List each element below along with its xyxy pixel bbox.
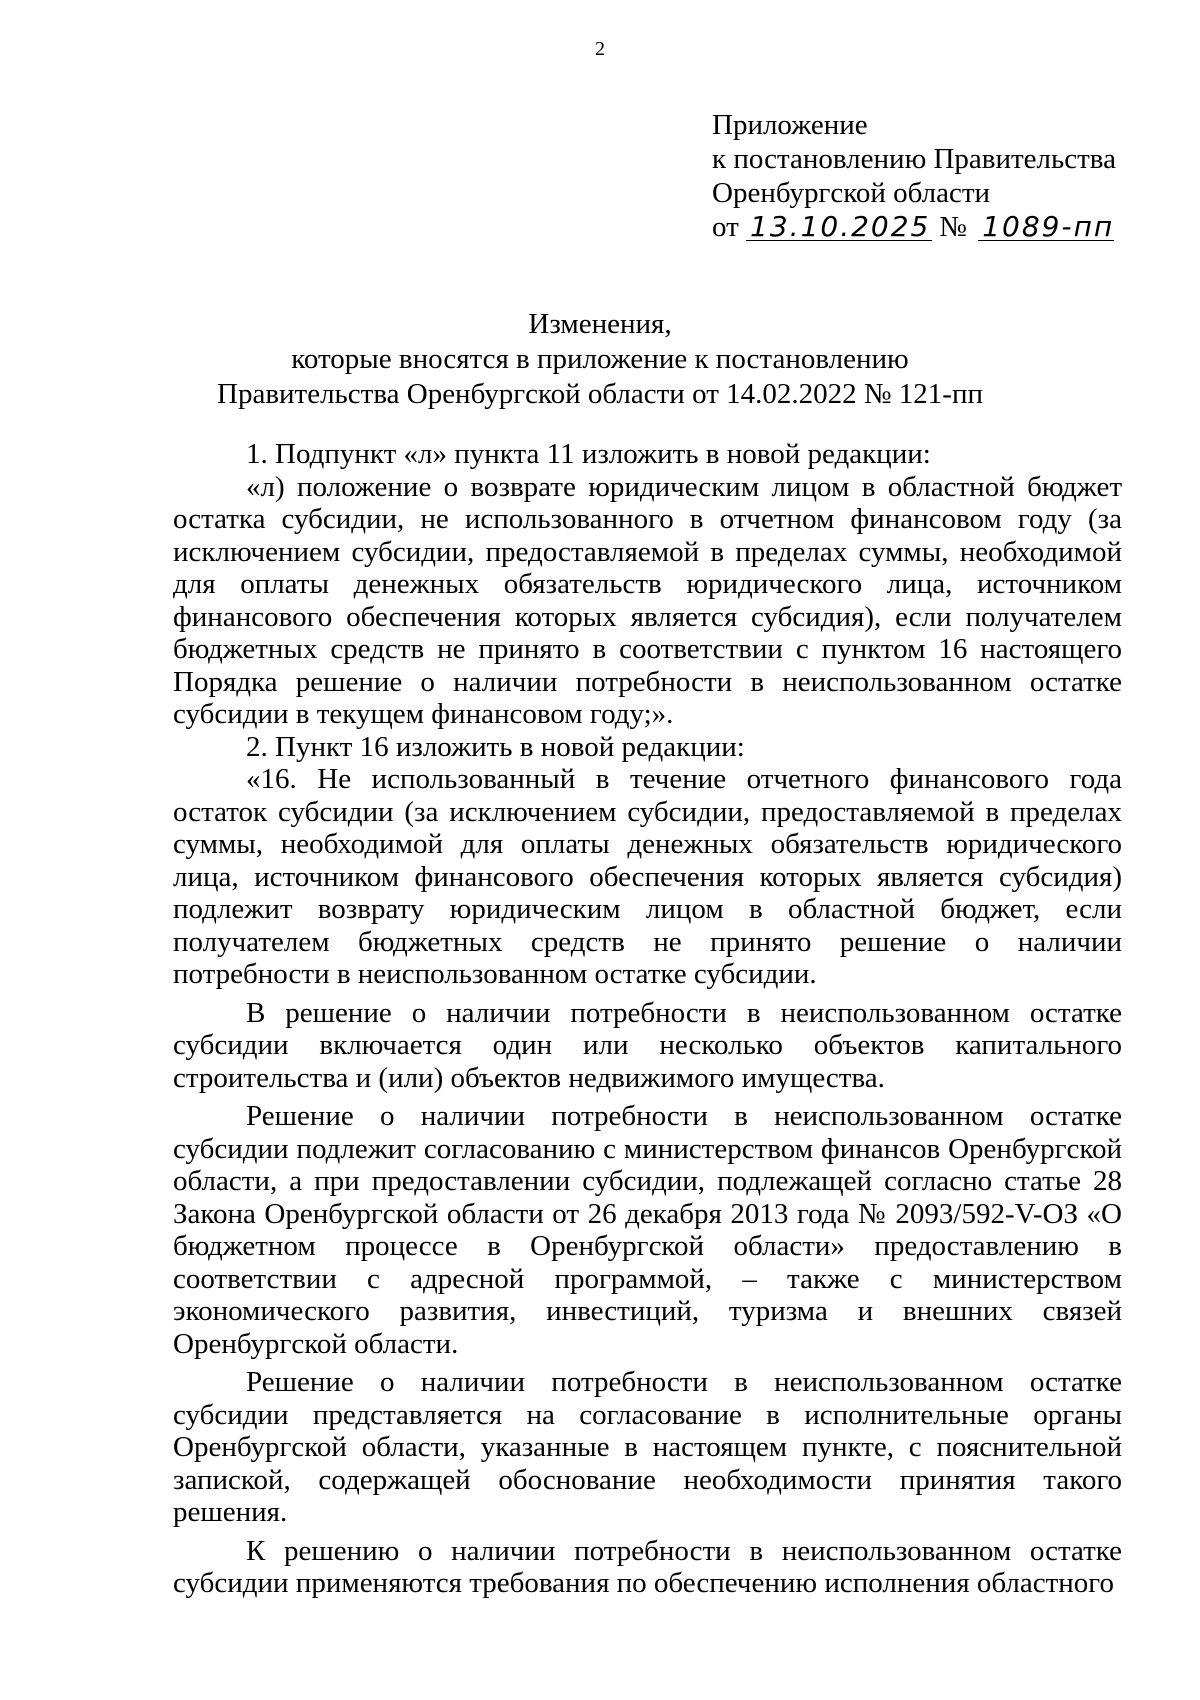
annex-line-3: Оренбургской области — [712, 177, 991, 209]
annex-header — [712, 108, 1116, 244]
paragraph: Решение о наличии потребности в неиспользованном остатке субсидии подлежит согласованию с министерством финансов Оренбургской области, а при предоставлении субсидии, подлежащей согласно статье 28 Закона Оренбургской области от 26 декабря 2013 года № 2093/592-V-ОЗ «О бюджетном процессе в Оренбургской области» предоставлению в соответствии с адресной программой, – также с министерством экономического развития, инвестиций, туризма и внешних связей Оренбургской области. — [173, 1100, 1122, 1360]
title-line-3: Правительства Оренбургской области от 14.02.2022 № 121-пп — [217, 378, 983, 410]
document-body — [173, 438, 1122, 1600]
handwritten-date: 13.10.2025 — [746, 210, 932, 244]
paragraph: В решение о наличии потребности в неиспользованном остатке субсидии включается один или несколько объектов капитального строительства и (или) объектов недвижимого имущества. — [173, 996, 1122, 1094]
date-prefix: от — [712, 211, 739, 243]
title-line-2: которые вносятся в приложение к постановлению — [291, 343, 909, 375]
title-line-1: Изменения, — [528, 308, 672, 340]
paragraph: «л) положение о возврате юридическим лицом в областной бюджет остатка субсидии, не использованного в отчетном финансовом году (за исключением субсидии, предоставляемой в пределах суммы, необходимой для оплаты денежных обязательств юридического лица, источником финансового обеспечения которых является субсидия), если получателем бюджетных средств не принято в соответствии с пунктом 16 настоящего Порядка решение о наличии потребности в неиспользованном остатке субсидии в текущем финансовом году;». — [173, 470, 1122, 730]
annex-line-2: к постановлению Правительства — [712, 143, 1116, 175]
paragraph: 1. Подпункт «л» пункта 11 изложить в новой редакции: — [246, 438, 931, 470]
number-sign: № — [939, 211, 967, 243]
page-number: 2 — [595, 38, 605, 60]
annex-date-line — [712, 210, 1116, 244]
paragraph: К решению о наличии потребности в неиспользованном остатке субсидии применяются требования по обеспечению исполнения областного — [173, 1534, 1122, 1599]
document-title — [0, 307, 1200, 412]
paragraph: 2. Пункт 16 изложить в новой редакции: — [246, 730, 745, 763]
annex-line-1: Приложение — [712, 109, 868, 141]
paragraph: «16. Не использованный в течение отчетного финансового года остаток субсидии (за исключением субсидии, предоставляемой в пределах суммы, необходимой для оплаты денежных обязательств юридического лица, источником финансового обеспечения которых является субсидия) подлежит возврату юридическим лицом в областной бюджет, если получателем бюджетных средств не принято решение о наличии потребности в неиспользованном остатке субсидии. — [173, 763, 1122, 990]
handwritten-number: 1089-пп — [978, 210, 1114, 244]
paragraph: Решение о наличии потребности в неиспользованном остатке субсидии представляется на согласование в исполнительные органы Оренбургской области, указанные в настоящем пункте, с пояснительной запиской, содержащей обоснование необходимости принятия такого решения. — [173, 1366, 1122, 1528]
